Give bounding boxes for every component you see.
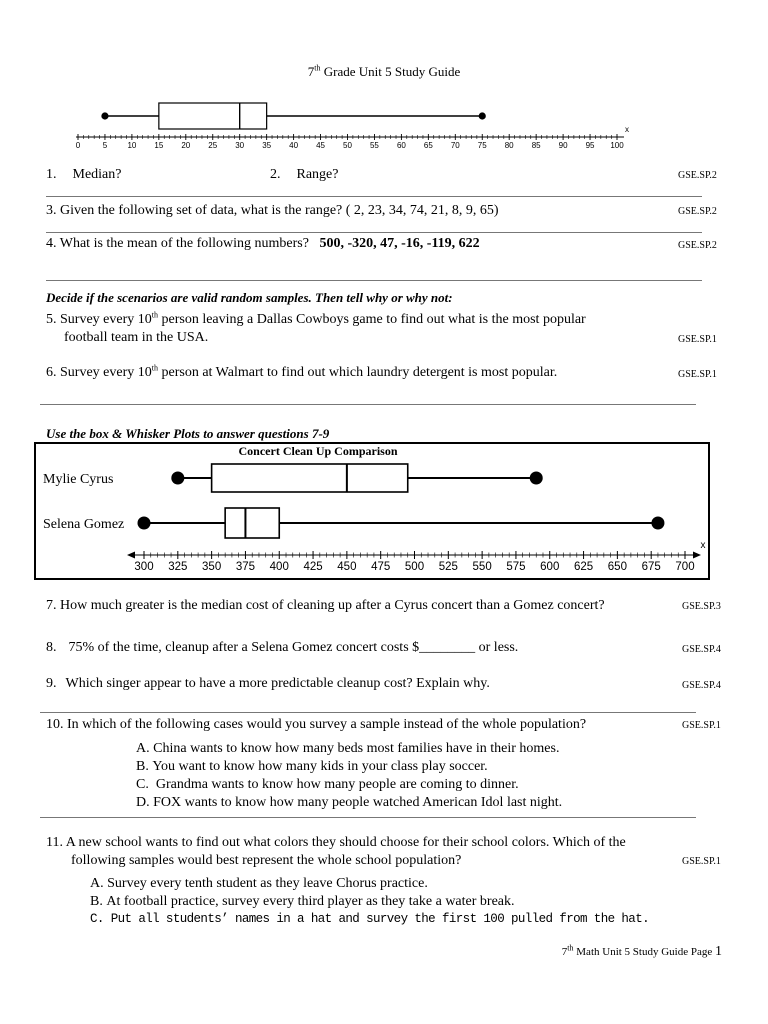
axis-arrow-right bbox=[693, 552, 701, 559]
question-9-number: 9. bbox=[46, 676, 57, 691]
option-text: At football practice, survey every third player as they take a water break. bbox=[106, 894, 515, 909]
q10-option-d bbox=[136, 795, 562, 811]
question-6-post: person at Walmart to find out which laundry detergent is most popular. bbox=[158, 365, 558, 380]
standard-q6: GSE.SP.1 bbox=[678, 369, 717, 380]
top-box-plot bbox=[0, 100, 768, 160]
section-instructions-samples: Decide if the scenarios are valid random samples. Then tell why or why not: bbox=[46, 290, 453, 305]
axis-tick-label: 95 bbox=[585, 141, 595, 150]
title-grade: 7 bbox=[307, 64, 315, 79]
question-4-text: 4. What is the mean of the following numbers? bbox=[46, 236, 309, 251]
axis-tick-label: 15 bbox=[154, 141, 164, 150]
answer-line bbox=[40, 817, 696, 818]
answer-line bbox=[46, 280, 702, 281]
question-5-line2: football team in the USA. bbox=[64, 330, 209, 345]
standard-q5: GSE.SP.1 bbox=[678, 334, 717, 345]
option-letter: B. bbox=[90, 894, 103, 909]
option-letter: D. bbox=[136, 795, 150, 810]
axis-tick-label: 80 bbox=[504, 141, 514, 150]
axis-letter: x bbox=[625, 125, 629, 134]
axis-tick-label: 75 bbox=[477, 141, 487, 150]
question-8-text: 75% of the time, cleanup after a Selena Gomez concert costs $________ or less. bbox=[68, 640, 519, 655]
axis-tick-label: 625 bbox=[573, 561, 594, 573]
box-iqr bbox=[159, 103, 267, 129]
axis-tick-label: 475 bbox=[371, 561, 391, 573]
option-text: Put all students’ names in a hat and survey the first 100 pulled from the hat. bbox=[110, 912, 650, 926]
footer-text: Math Unit 5 Study Guide Page bbox=[573, 946, 715, 958]
box-iqr bbox=[212, 464, 408, 492]
question-9-text: Which singer appear to have a more predictable cleanup cost? Explain why. bbox=[65, 676, 490, 691]
standard-q10: GSE.SP.1 bbox=[682, 720, 721, 731]
standard-q1: GSE.SP.2 bbox=[678, 170, 717, 181]
question-6-sup: th bbox=[151, 363, 158, 373]
axis-tick-label: 500 bbox=[404, 561, 425, 573]
option-text: China wants to know how many beds most families have in their homes. bbox=[153, 741, 560, 756]
question-5-sup: th bbox=[151, 310, 158, 320]
axis-tick-label: 400 bbox=[269, 561, 289, 573]
question-2-text: Range? bbox=[296, 167, 339, 182]
q11-option-a bbox=[90, 876, 428, 892]
axis-tick-label: 90 bbox=[558, 141, 568, 150]
axis-tick-label: 525 bbox=[438, 561, 458, 573]
axis-arrow-left bbox=[127, 552, 135, 559]
q11-option-b bbox=[90, 894, 515, 910]
question-8 bbox=[46, 640, 518, 656]
option-letter: B. bbox=[136, 759, 149, 774]
q10-option-c bbox=[136, 777, 519, 793]
axis-tick-label: 55 bbox=[369, 141, 379, 150]
option-letter: A. bbox=[136, 741, 150, 756]
option-letter: A. bbox=[90, 876, 104, 891]
answer-line bbox=[40, 712, 696, 713]
question-2 bbox=[270, 167, 338, 183]
axis-tick-label: 450 bbox=[337, 561, 357, 573]
axis-tick-label: 35 bbox=[262, 141, 272, 150]
axis-tick-label: 675 bbox=[641, 561, 661, 573]
footer-grade: 7 bbox=[561, 946, 568, 958]
option-letter: C. bbox=[90, 912, 104, 926]
axis-tick-label: 65 bbox=[423, 141, 433, 150]
question-9 bbox=[46, 676, 490, 692]
option-letter: C. bbox=[136, 777, 149, 792]
q10-option-a bbox=[136, 741, 559, 757]
answer-line bbox=[46, 232, 702, 233]
axis-letter: x bbox=[700, 540, 706, 551]
footer-page-number: 1 bbox=[715, 944, 722, 959]
question-4 bbox=[46, 236, 480, 252]
axis-tick-label: 85 bbox=[531, 141, 541, 150]
chart-title: Concert Clean Up Comparison bbox=[238, 444, 398, 458]
footer-grade-sup: th bbox=[567, 943, 574, 953]
axis-tick-label: 5 bbox=[102, 141, 108, 150]
question-5 bbox=[46, 312, 586, 328]
page-footer bbox=[562, 944, 722, 960]
max-point bbox=[479, 112, 486, 119]
axis-tick-label: 300 bbox=[134, 561, 154, 573]
option-text: FOX wants to know how many people watched American Idol last night. bbox=[153, 795, 563, 810]
axis-tick-label: 700 bbox=[675, 561, 695, 573]
axis-tick-label: 575 bbox=[506, 561, 526, 573]
axis-tick-label: 100 bbox=[610, 141, 624, 150]
min-point bbox=[138, 517, 151, 530]
standard-q4: GSE.SP.2 bbox=[678, 240, 717, 251]
axis-tick-label: 50 bbox=[343, 141, 352, 150]
axis-tick-label: 375 bbox=[235, 561, 256, 573]
standard-q11: GSE.SP.1 bbox=[682, 856, 721, 867]
question-3: 3. Given the following set of data, what is the range? ( 2, 23, 34, 74, 21, 8, 9, 65) bbox=[46, 203, 499, 218]
q10-option-b bbox=[136, 759, 488, 775]
q11-option-c bbox=[90, 912, 649, 926]
question-1-number: 1. bbox=[46, 167, 57, 182]
standard-q9: GSE.SP.4 bbox=[682, 680, 721, 691]
max-point bbox=[530, 472, 543, 485]
question-5-pre: 5. Survey every 10 bbox=[46, 312, 152, 327]
axis-tick-label: 350 bbox=[202, 561, 222, 573]
series-label: Selena Gomez bbox=[43, 517, 125, 532]
axis-tick-label: 10 bbox=[127, 141, 137, 150]
question-5-post: person leaving a Dallas Cowboys game to find out what is the most popular bbox=[158, 312, 586, 327]
min-point bbox=[171, 472, 184, 485]
axis-tick-label: 70 bbox=[450, 141, 460, 150]
option-text: Grandma wants to know how many people are coming to dinner. bbox=[152, 777, 519, 792]
question-1 bbox=[46, 167, 121, 183]
concert-box-plot-chart bbox=[34, 442, 710, 580]
axis-tick-label: 550 bbox=[472, 561, 492, 573]
section-instructions-boxplots: Use the box & Whisker Plots to answer questions 7-9 bbox=[46, 426, 330, 441]
standard-q7: GSE.SP.3 bbox=[682, 601, 721, 612]
axis-tick-label: 60 bbox=[396, 141, 406, 150]
question-4-numbers: 500, -320, 47, -16, -119, 622 bbox=[319, 236, 480, 251]
option-text: Survey every tenth student as they leave Chorus practice. bbox=[107, 876, 428, 891]
min-point bbox=[101, 112, 108, 119]
axis-tick-label: 40 bbox=[289, 141, 299, 150]
question-7: 7. How much greater is the median cost of cleaning up after a Cyrus concert than a Gomez concert? bbox=[46, 598, 605, 613]
standard-q8: GSE.SP.4 bbox=[682, 644, 721, 655]
answer-line bbox=[46, 196, 702, 197]
question-11-line2: following samples would best represent the whole school population? bbox=[71, 853, 462, 868]
page-title bbox=[0, 64, 768, 80]
axis-tick-label: 425 bbox=[303, 561, 323, 573]
title-text: Grade Unit 5 Study Guide bbox=[320, 64, 461, 79]
question-2-number: 2. bbox=[270, 167, 281, 182]
question-1-text: Median? bbox=[72, 167, 122, 182]
axis-tick-label: 650 bbox=[607, 561, 627, 573]
question-8-number: 8. bbox=[46, 640, 57, 655]
question-6-pre: 6. Survey every 10 bbox=[46, 365, 152, 380]
axis-tick-label: 25 bbox=[208, 141, 218, 150]
question-6 bbox=[46, 365, 557, 381]
question-10: 10. In which of the following cases would you survey a sample instead of the whole population? bbox=[46, 717, 587, 732]
axis-tick-label: 600 bbox=[540, 561, 560, 573]
question-11-line1: 11. A new school wants to find out what colors they should choose for their school colors. Which of the bbox=[46, 835, 626, 850]
max-point bbox=[651, 517, 664, 530]
axis-tick-label: 30 bbox=[235, 141, 245, 150]
axis-tick-label: 20 bbox=[181, 141, 191, 150]
box-iqr bbox=[225, 508, 279, 538]
title-grade-sup: th bbox=[314, 63, 321, 73]
answer-line bbox=[40, 404, 696, 405]
series-label: Mylie Cyrus bbox=[43, 472, 114, 487]
option-text: You want to know how many kids in your class play soccer. bbox=[152, 759, 488, 774]
standard-q3: GSE.SP.2 bbox=[678, 206, 717, 217]
axis-tick-label: 0 bbox=[75, 141, 81, 150]
axis-tick-label: 325 bbox=[168, 561, 188, 573]
axis-tick-label: 45 bbox=[316, 141, 326, 150]
